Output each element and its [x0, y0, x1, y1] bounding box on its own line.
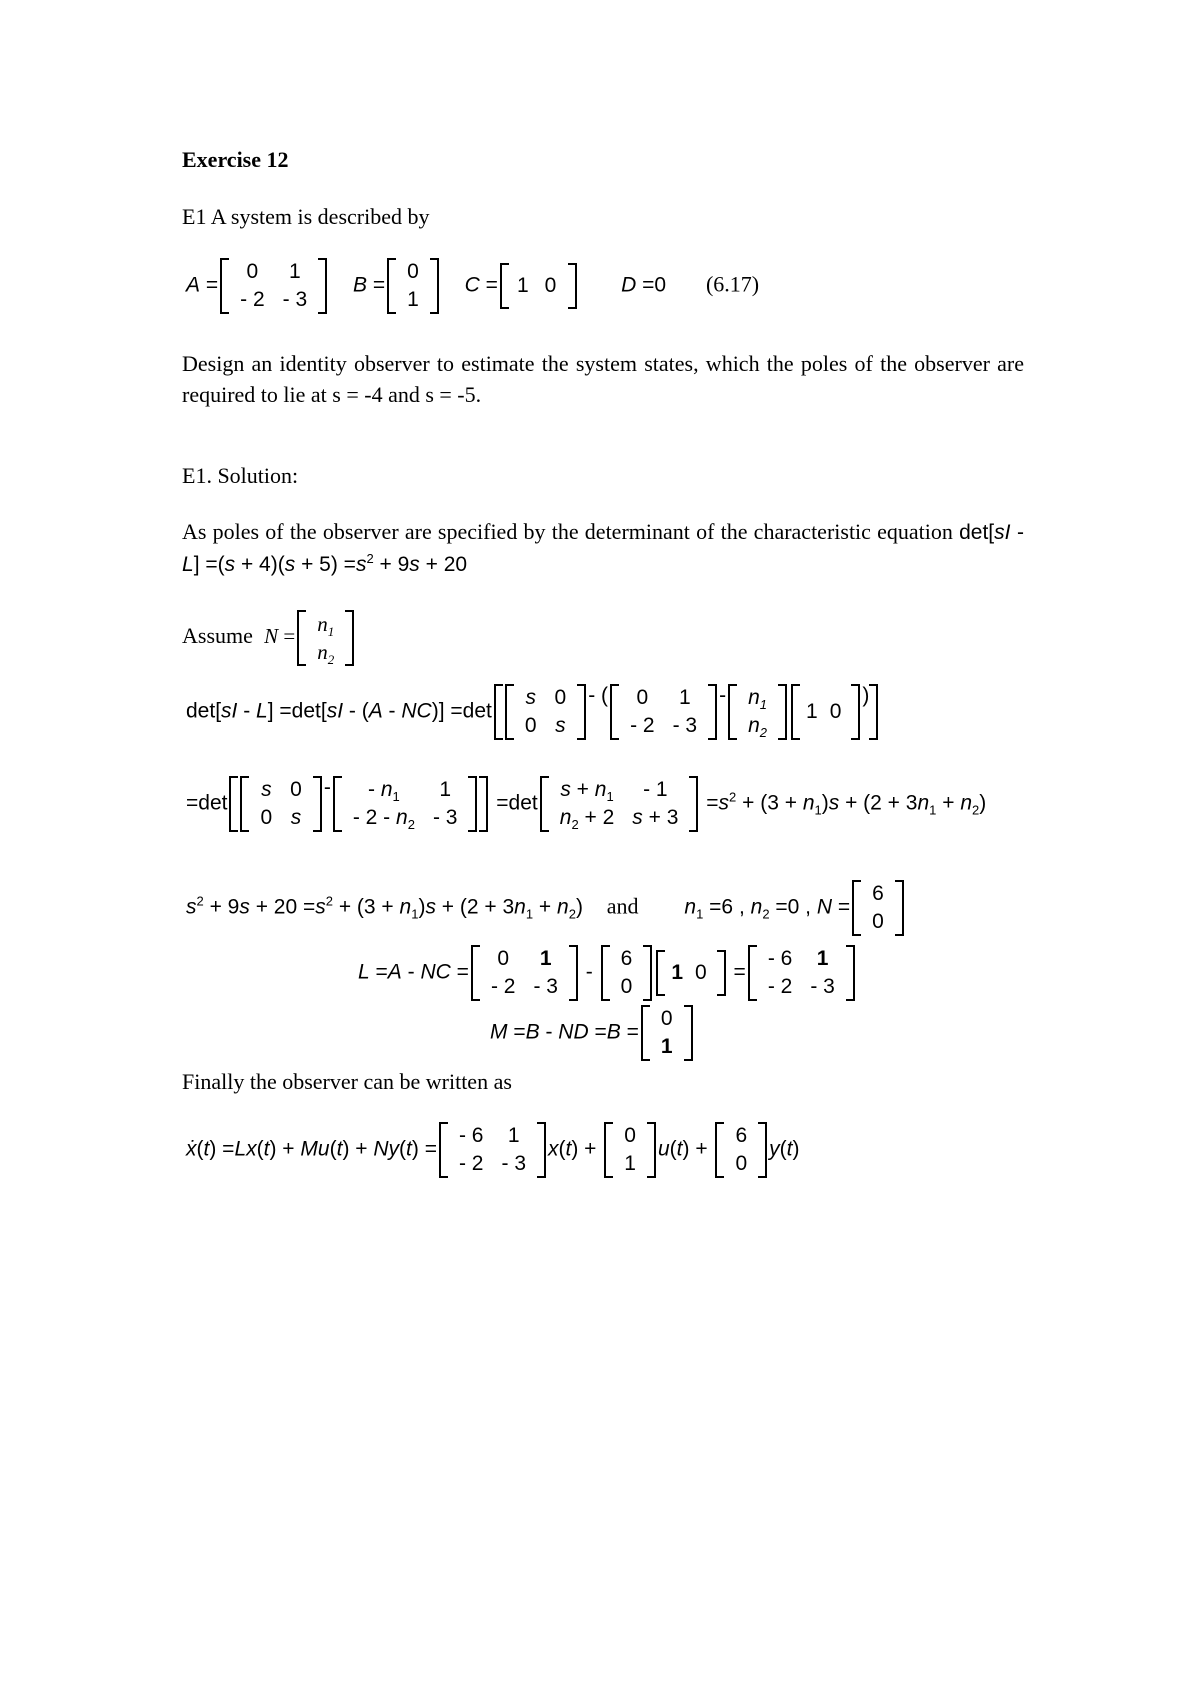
coefficient-match: $s^2 + 9s + 20 =s^2 + (3 + n_1)s + (2 + 3n_1 + n_2)$ and $n_1 =6$ , $n_2 =0$ , N = 6 0 — [186, 880, 906, 936]
equation-label: (6.17) — [705, 271, 760, 297]
matrix-n: $n_1$ $n_2$ — [297, 610, 354, 666]
solution-heading: E1. Solution: — [182, 463, 299, 488]
problem-statement: Design an identity observer to estimate the system states, which the poles of the observer are required to lie at s = -4 and s = -5. — [182, 351, 1024, 407]
n2-value: 0 — [787, 895, 800, 919]
det-line-2: =det s 0 0 s - - $n_1$ 1 - $2 - n_2$ - 3 =det $s + n_1$ - 1 $n_2 + 2$ s + 3 $=s^2 + (3 + n_1)s + (2 + 3n_1 + n_2)$ — [186, 776, 987, 833]
assume-line: Assume N = $n_1$ $n_2$ — [182, 610, 356, 666]
char-equation: $\det[sI - L] =(s + 4)(s + 5) =s^2 + 9s + 20$ — [182, 521, 1024, 576]
problem-intro: E1 A system is described by — [182, 204, 430, 229]
matrix-b: 0 1 — [387, 258, 439, 314]
n1-value: 6 — [721, 895, 734, 919]
matrix-l: - 6 1 - 2 - 3 — [748, 945, 855, 1001]
page-title: Exercise 12 — [182, 147, 289, 172]
det-line-1: det[sI - L] =det[sI - (A - NC)] =det s 0 0 s - ( 0 1 - 2 - 3 - $n_1$ $n_2$ 1 0 ) — [186, 684, 880, 740]
system-equation: A = 0 1 - 2 - 3 B = 0 1 C = 1 0 D =0 (6.17) — [186, 258, 759, 314]
solution-para — [182, 516, 1024, 580]
finally-text: Finally the observer can be written as — [182, 1069, 512, 1094]
solution-para-text: As poles of the observer are specified by the determinant of the characteristic equation — [182, 519, 953, 544]
matrix-a: 0 1 - 2 - 3 — [220, 258, 327, 314]
m-equation: M =B - ND =B = 0 1 — [490, 1005, 695, 1061]
observer-equation: ẋ(t) =Lx(t) + Mu(t) + Ny(t) = - 6 1 - 2 - 3 x(t) + 0 1 u(t) + 6 0 y(t) — [186, 1122, 799, 1178]
matrix-n-value: 6 0 — [852, 880, 904, 936]
assume-label: Assume — [182, 622, 253, 648]
l-equation: L =A - NC = 0 1 - 2 - 3 - 6 0 1 0 = - 6 1 - 2 - 3 — [358, 945, 857, 1001]
matrix-c: 1 0 — [500, 263, 577, 309]
and-label: and — [606, 893, 639, 919]
matrix-m: 0 1 — [641, 1005, 693, 1061]
